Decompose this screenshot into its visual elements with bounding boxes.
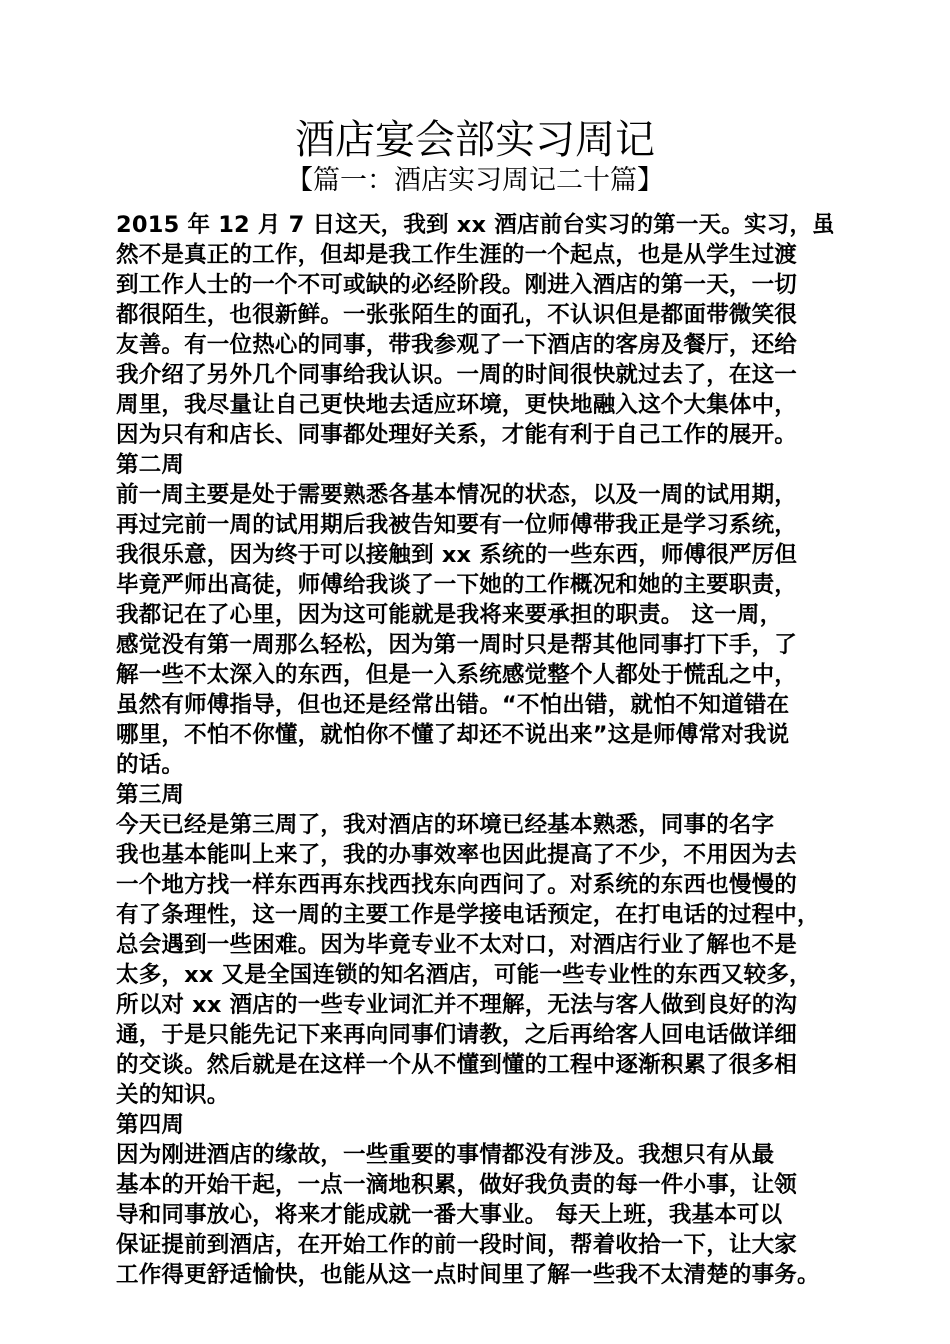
text-line: 友善。有一位热心的同事，带我参观了一下酒店的客房及餐厅，还给 (116, 332, 798, 358)
text-line: 今天已经是第三周了，我对酒店的环境已经基本熟悉，同事的名字 (116, 812, 775, 838)
text-line: 所以对 xx 酒店的一些专业词汇并不理解，无法与客人做到良好的沟 (116, 992, 798, 1018)
document-body (116, 210, 851, 1290)
text-line: 我介绍了另外几个同事给我认识。一周的时间很快就过去了，在这一 (116, 362, 798, 388)
text-line: 通，于是只能先记下来再向同事们请教，之后再给客人回电话做详细 (116, 1022, 798, 1048)
section-heading-week-4: 第四周 (116, 1112, 185, 1138)
text-line: 前一周主要是处于需要熟悉各基本情况的状态，以及一周的试用期， (116, 482, 798, 508)
text-line: 有了条理性，这一周的主要工作是学接电话预定，在打电话的过程中， (116, 902, 820, 928)
text-line: 总会遇到一些困难。因为毕竟专业不太对口，对酒店行业了解也不是 (116, 932, 798, 958)
text-line: 再过完前一周的试用期后我被告知要有一位师傅带我正是学习系统， (116, 512, 798, 538)
text-line: 哪里，不怕不你懂，就怕你不懂了却还不说出来”这是师傅常对我说 (116, 722, 790, 748)
text-line: 基本的开始干起，一点一滴地积累，做好我负责的每一件小事，让领 (116, 1172, 798, 1198)
text-line: 工作得更舒适愉快，也能从这一点时间里了解一些我不太清楚的事务。 (116, 1262, 820, 1288)
text-line: 都很陌生，也很新鲜。一张张陌生的面孔，不认识但是都面带微笑很 (116, 302, 798, 328)
text-line: 我很乐意，因为终于可以接触到 xx 系统的一些东西，师傅很严厉但 (116, 542, 798, 568)
text-line: 2015 年 12 月 7 日这天，我到 xx 酒店前台实习的第一天。实习，虽 (116, 212, 835, 238)
text-line: 我都记在了心里，因为这可能就是我将来要承担的职责。 这一周， (116, 602, 783, 628)
text-line: 太多，xx 又是全国连锁的知名酒店，可能一些专业性的东西又较多， (116, 962, 812, 988)
text-line: 的交谈。然后就是在这样一个从不懂到懂的工程中逐渐积累了很多相 (116, 1052, 798, 1078)
text-line: 导和同事放心，将来才能成就一番大事业。 每天上班，我基本可以 (116, 1202, 783, 1228)
text-line: 虽然有师傅指导，但也还是经常出错。“不怕出错，就怕不知道错在 (116, 692, 790, 718)
text-line: 一个地方找一样东西再东找西找东向西问了。对系统的东西也慢慢的 (116, 872, 798, 898)
page-title: 酒店宴会部实习周记 (295, 117, 655, 163)
text-line: 保证提前到酒店，在开始工作的前一段时间，帮着收拾一下，让大家 (116, 1232, 798, 1258)
text-line: 关的知识。 (116, 1082, 230, 1108)
text-line: 周里，我尽量让自己更快地去适应环境，更快地融入这个大集体中， (116, 392, 798, 418)
section-heading-week-3: 第三周 (116, 782, 185, 808)
text-line: 感觉没有第一周那么轻松，因为第一周时只是帮其他同事打下手，了 (116, 632, 798, 658)
text-line: 因为刚进酒店的缘故，一些重要的事情都没有涉及。我想只有从最 (116, 1142, 775, 1168)
section-heading-week-2: 第二周 (116, 452, 185, 478)
text-line: 的话。 (116, 752, 185, 778)
text-line: 毕竟严师出高徒，师傅给我谈了一下她的工作概况和她的主要职责， (116, 572, 798, 598)
text-line: 因为只有和店长、同事都处理好关系，才能有利于自己工作的展开。 (116, 422, 798, 448)
text-line: 解一些不太深入的东西，但是一入系统感觉整个人都处于慌乱之中， (116, 662, 798, 688)
text-line: 然不是真正的工作，但却是我工作生涯的一个起点，也是从学生过渡 (116, 242, 798, 268)
text-line: 我也基本能叫上来了，我的办事效率也因此提高了不少，不用因为去 (116, 842, 798, 868)
page-subtitle: 【篇一：酒店实习周记二十篇】 (286, 165, 664, 196)
text-line: 到工作人士的一个不可或缺的必经阶段。刚进入酒店的第一天，一切 (116, 272, 798, 298)
